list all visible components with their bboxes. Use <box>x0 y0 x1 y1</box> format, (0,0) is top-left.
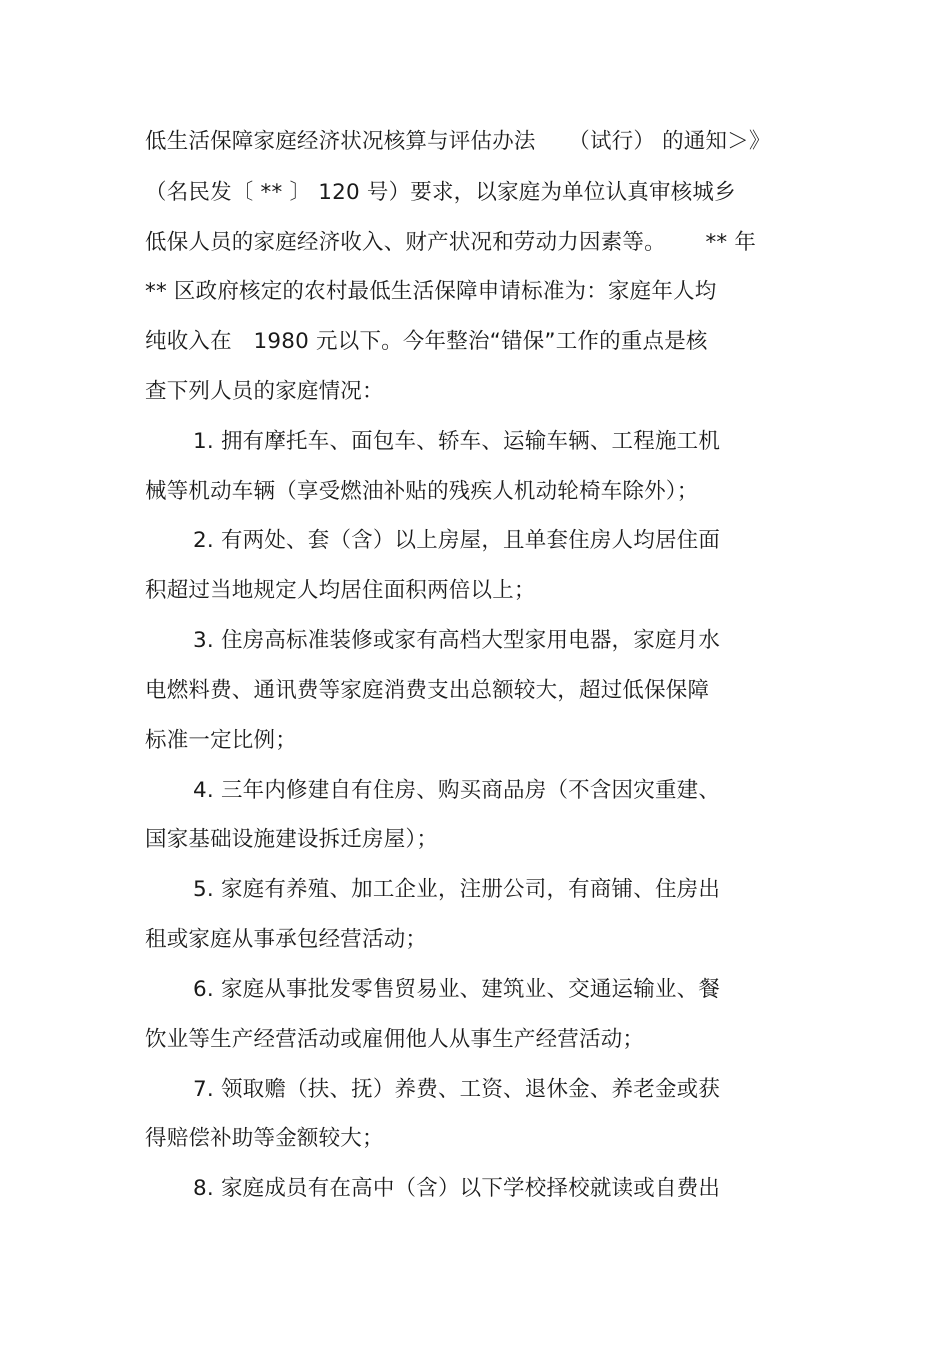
text-line: 纯收入在 1980 元以下。今年整治“错保”工作的重点是核 <box>145 329 708 354</box>
text-line: 电燃料费、通讯费等家庭消费支出总额较大，超过低保保障 <box>145 678 710 703</box>
text-line: 积超过当地规定人均居住面积两倍以上； <box>145 578 536 603</box>
text-line: 低保人员的家庭经济收入、财产状况和劳动力因素等。 ** 年 <box>145 230 757 255</box>
list-item-2-line: 2. 有两处、套（含）以上房屋，且单套住房人均居住面 <box>193 528 721 553</box>
text-line: 查下列人员的家庭情况： <box>145 379 384 404</box>
text-line: ** 区政府核定的农村最低生活保障申请标准为：家庭年人均 <box>145 279 717 304</box>
text-line: 租或家庭从事承包经营活动； <box>145 927 428 952</box>
text-line: （名民发〔 ** 〕 120 号）要求，以家庭为单位认真审核城乡 <box>145 180 736 205</box>
list-item-6-line: 6. 家庭从事批发零售贸易业、建筑业、交通运输业、餐 <box>193 977 721 1002</box>
list-item-8-line: 8. 家庭成员有在高中（含）以下学校择校就读或自费出 <box>193 1176 721 1201</box>
text-line: 得赔偿补助等金额较大； <box>145 1126 384 1151</box>
text-line: 国家基础设施建设拆迁房屋）； <box>145 827 439 852</box>
list-item-3-line: 3. 住房高标准装修或家有高档大型家用电器，家庭月水 <box>193 628 721 653</box>
list-item-1-line: 1. 拥有摩托车、面包车、轿车、运输车辆、工程施工机 <box>193 429 721 454</box>
text-line: 低生活保障家庭经济状况核算与评估办法 （试行） 的通知＞》 <box>145 129 771 154</box>
text-line: 标准一定比例； <box>145 728 297 753</box>
list-item-4-line: 4. 三年内修建自有住房、购买商品房（不含因灾重建、 <box>193 778 721 803</box>
list-item-5-line: 5. 家庭有养殖、加工企业，注册公司，有商铺、住房出 <box>193 877 721 902</box>
text-line: 械等机动车辆（享受燃油补贴的残疾人机动轮椅车除外）； <box>145 479 699 504</box>
list-item-7-line: 7. 领取赡（扶、抚）养费、工资、退休金、养老金或获 <box>193 1077 721 1102</box>
text-line: 饮业等生产经营活动或雇佣他人从事生产经营活动； <box>145 1027 645 1052</box>
